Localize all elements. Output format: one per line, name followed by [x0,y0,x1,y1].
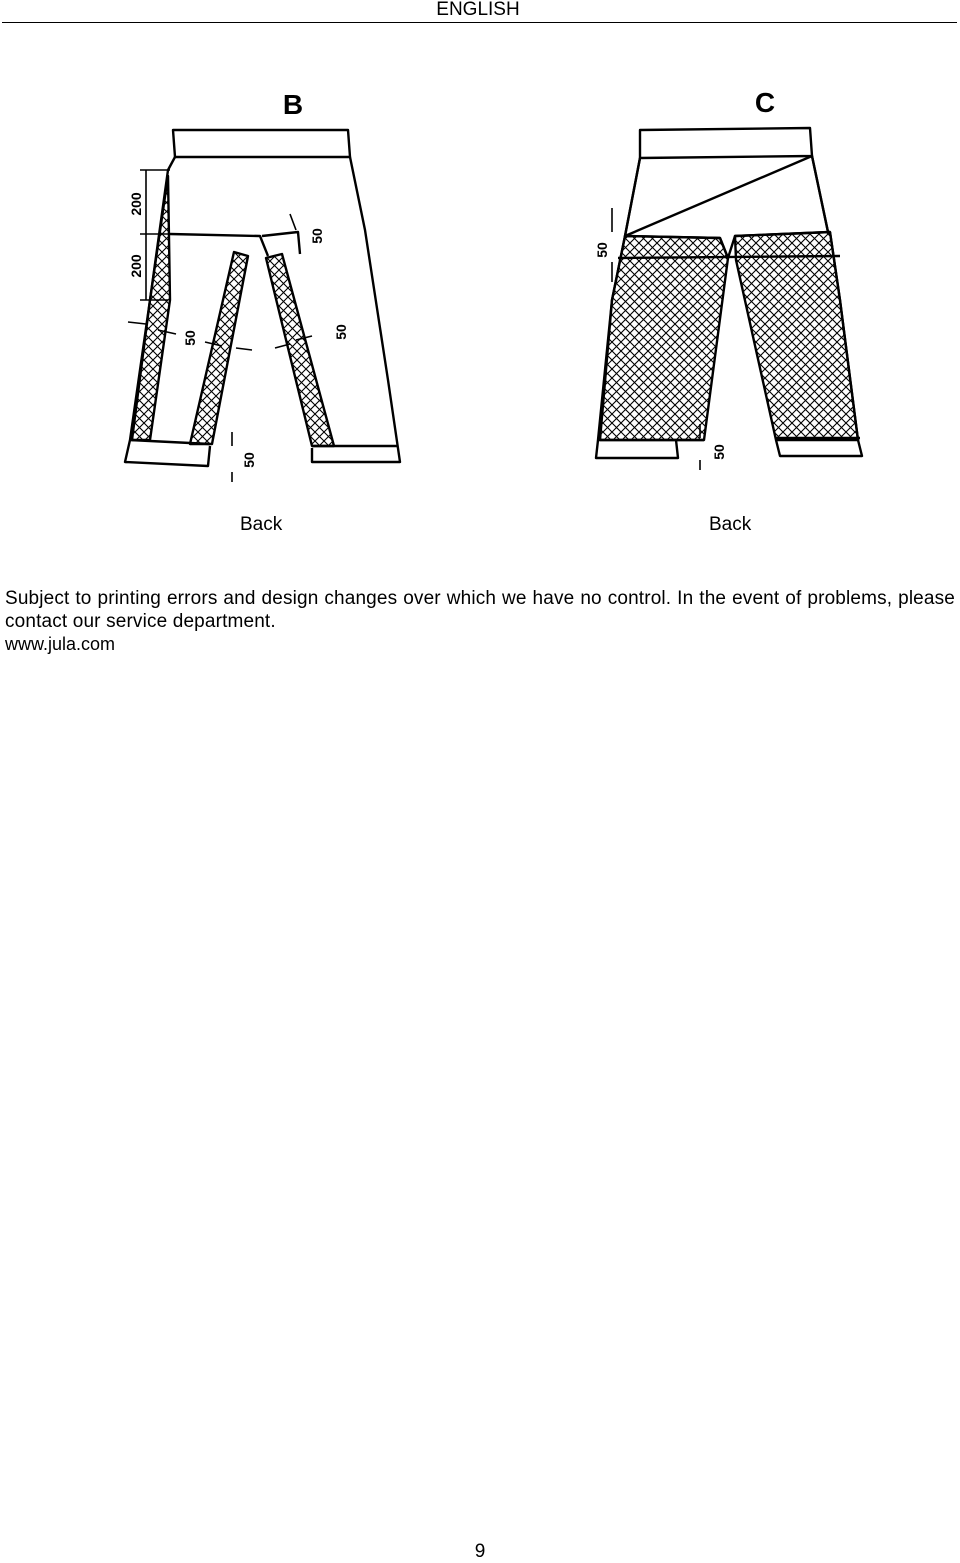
dim-label: 200 [128,192,144,216]
dim-label: 200 [128,254,144,278]
diagram-c [596,87,862,458]
page-header-title: ENGLISH [436,0,520,20]
dim-label: 50 [711,444,727,460]
diagram-b-letter: B [282,89,304,120]
website-link[interactable]: www.jula.com [5,634,116,654]
dim-label: 50 [333,324,349,340]
header-rule [2,22,957,23]
dim-label: 50 [182,330,198,346]
figure-b-caption: Back [240,514,283,535]
disclaimer-text: Subject to printing errors and design changes over which we have no control. In the event of problems, please contact our service department. [5,588,955,632]
dim-label: 50 [241,452,257,468]
page-number: 9 [474,1541,486,1562]
diagram-c-letter: C [754,87,776,118]
dim-label: 50 [309,228,325,244]
figure-c-caption: Back [709,514,752,535]
trouser-diagrams [0,70,960,500]
diagram-b [125,89,400,466]
dim-label: 50 [594,242,610,258]
